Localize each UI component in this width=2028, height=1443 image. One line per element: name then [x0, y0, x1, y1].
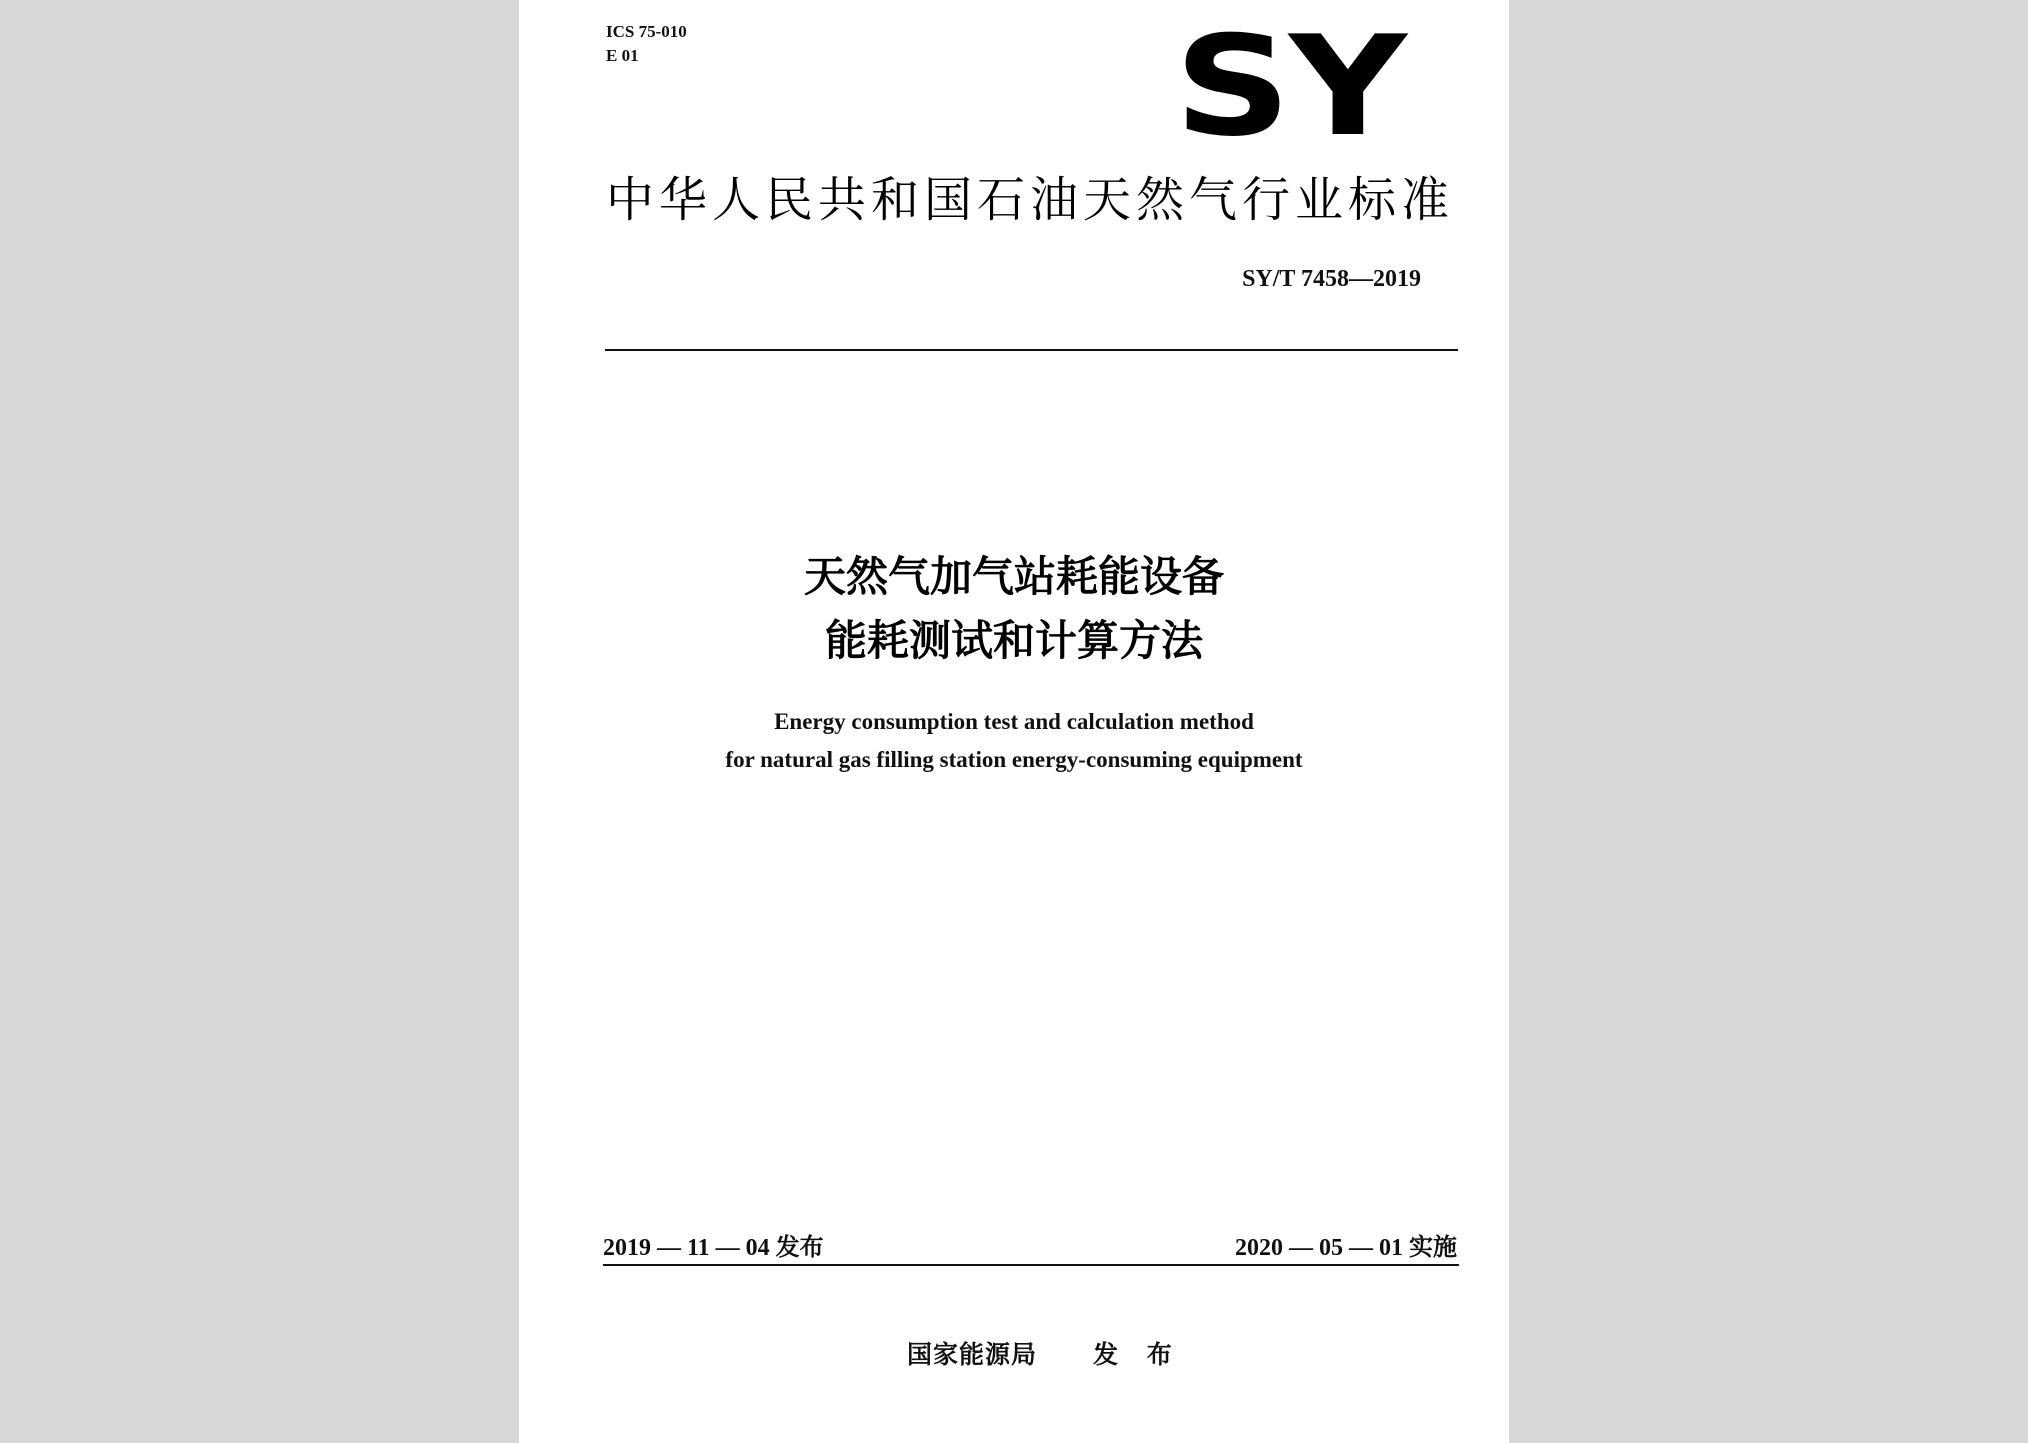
- issue-date: 2019 — 11 — 04 发布: [603, 1235, 824, 1261]
- implementation-date: 2020 — 05 — 01 实施: [1235, 1235, 1457, 1261]
- top-divider: [605, 349, 1458, 351]
- category-code: E 01: [606, 46, 639, 65]
- title-chinese: [519, 545, 1509, 673]
- standard-cover-page: [519, 0, 1509, 1443]
- publisher-name: 国家能源局: [907, 1340, 1038, 1369]
- title-en-line-2: for natural gas filling station energy-consuming equipment: [725, 747, 1303, 772]
- standard-number: SY/T 7458—2019: [1242, 266, 1421, 292]
- publish-label: 发 布: [1093, 1340, 1182, 1369]
- title-cn-line-1: 天然气加气站耗能设备: [803, 552, 1224, 601]
- organization-title: 中华人民共和国石油天然气行业标准: [606, 172, 1455, 228]
- classification-codes: [606, 20, 687, 68]
- sy-logo: SY: [1174, 6, 1405, 167]
- ics-code: ICS 75-010: [606, 22, 687, 41]
- title-en-line-1: Energy consumption test and calculation method: [774, 709, 1254, 734]
- title-english: [519, 703, 1509, 779]
- bottom-divider: [603, 1264, 1459, 1266]
- title-cn-line-2: 能耗测试和计算方法: [824, 616, 1203, 665]
